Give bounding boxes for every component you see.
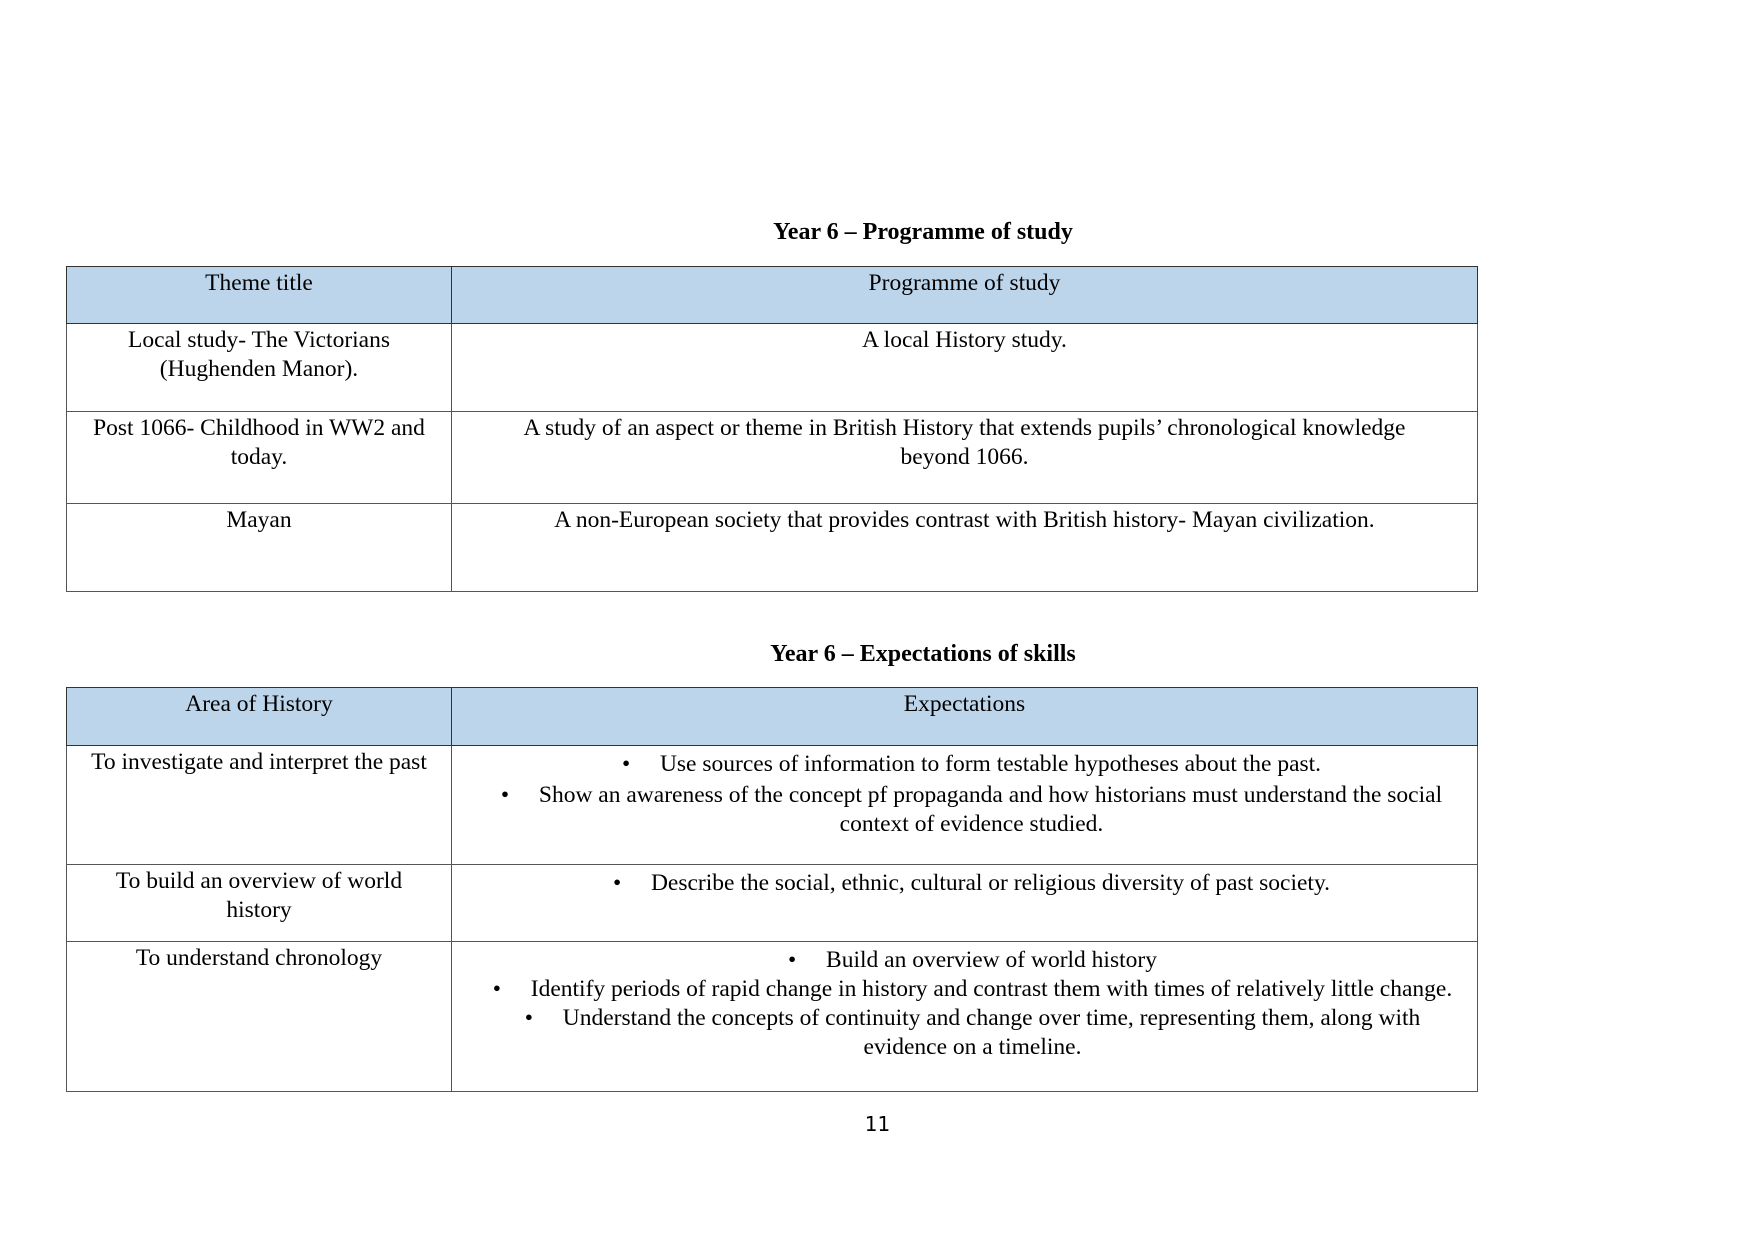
table-row: [67, 865, 1478, 942]
bullet-icon: •: [500, 782, 510, 808]
bullet-icon: •: [621, 751, 631, 777]
list-item: • Show an awareness of the concept pf propaganda and how historians must understand the social context of evidence studied.: [500, 782, 1443, 837]
list-item: • Understand the concepts of continuity and change over time, representing them, along with evidence on a timeline.: [524, 1005, 1421, 1060]
header-area-of-history: Area of History: [67, 688, 452, 746]
expectations-list: [482, 946, 1463, 1062]
study-cell: A non-European society that provides contrast with British history- Mayan civilization.: [452, 504, 1478, 592]
table-header-row: [67, 688, 1478, 746]
list-item: • Build an overview of world history: [788, 947, 1157, 973]
list-item: • Identify periods of rapid change in history and contrast them with times of relatively little change.: [492, 976, 1453, 1002]
table-row: [67, 942, 1478, 1092]
bullet-icon: •: [788, 947, 797, 973]
expectations-cell: [452, 746, 1478, 865]
area-cell: To investigate and interpret the past: [67, 746, 452, 865]
bullet-icon: •: [492, 976, 501, 1002]
bullet-icon: •: [612, 870, 622, 896]
table-row: [67, 504, 1478, 592]
table-header-row: [67, 267, 1478, 324]
skills-title: Year 6 – Expectations of skills: [770, 641, 1076, 667]
list-item: • Use sources of information to form testable hypotheses about the past.: [621, 751, 1322, 777]
table-row: [67, 746, 1478, 865]
theme-cell: Post 1066- Childhood in WW2 and today.: [67, 412, 452, 504]
list-item: • Describe the social, ethnic, cultural or religious diversity of past society.: [612, 870, 1331, 896]
programme-title: Year 6 – Programme of study: [773, 219, 1073, 245]
expectations-list: [474, 869, 1469, 898]
expectations-cell: [452, 865, 1478, 942]
theme-cell: Local study- The Victorians (Hughenden Manor).: [67, 324, 452, 412]
table-row: [67, 412, 1478, 504]
expectations-cell: [452, 942, 1478, 1092]
programme-table: [66, 266, 1478, 592]
study-cell: A local History study.: [452, 324, 1478, 412]
header-programme-of-study: Programme of study: [452, 267, 1478, 324]
header-expectations: Expectations: [452, 688, 1478, 746]
header-theme-title: Theme title: [67, 267, 452, 324]
study-cell: A study of an aspect or theme in British History that extends pupils’ chronological knowledge beyond 1066.: [452, 412, 1478, 504]
theme-cell: Mayan: [67, 504, 452, 592]
table-row: [67, 324, 1478, 412]
bullet-icon: •: [524, 1005, 533, 1031]
expectations-list: [474, 750, 1469, 839]
area-cell: To build an overview of world history: [67, 865, 452, 942]
area-cell: To understand chronology: [67, 942, 452, 1092]
page-number: 11: [864, 1112, 891, 1136]
skills-table: [66, 687, 1478, 1092]
